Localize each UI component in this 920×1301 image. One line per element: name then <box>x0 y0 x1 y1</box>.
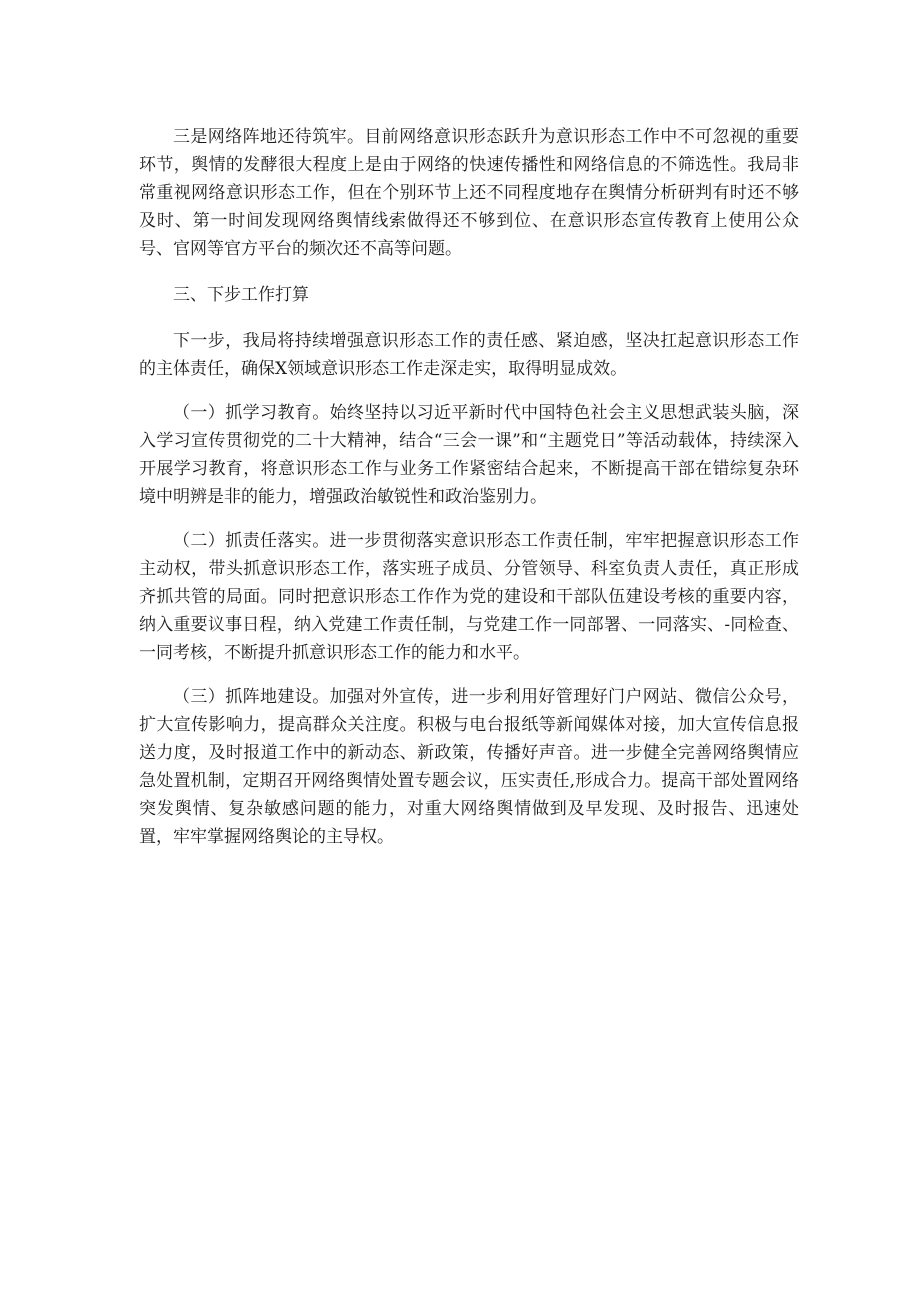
paragraph-front-construction: （三）抓阵地建设。加强对外宣传，进一步利用好管理好门户网站、微信公众号，扩大宣传影响力，提高群众关注度。积极与电台报纸等新闻媒体对接，加大宣传信息报送力度，及时报道工作中的新动态、新政策，传播好声音。进一步健全完善网络舆情应急处置机制，定期召开网络舆情处置专题会议，压实责任,形成合力。提高干部处置网络突发舆情、复杂敏感问题的能力，对重大网络舆情做到及早发现、及时报告、迅速处置，牢牢掌握网络舆论的主导权。 <box>139 687 799 847</box>
document-body <box>139 123 799 851</box>
paragraph-study-education: （一）抓学习教育。始终坚持以习近平新时代中国特色社会主义思想武装头脑，深入学习宣传贯彻党的二十大精神，结合“三会一课”和“主题党日”等活动载体，持续深入开展学习教育，将意识形态工作与业务工作紧密结合起来，不断提高干部在错综复杂环境中明辨是非的能力，增强政治敏锐性和政治鉴别力。 <box>139 403 799 507</box>
paragraph-network-front: 三是网络阵地还待筑牢。目前网络意识形态跃升为意识形态工作中不可忽视的重要环节，舆情的发酵很大程度上是由于网络的快速传播性和网络信息的不筛选性。我局非常重视网络意识形态工作，但在个别环节上还不同程度地存在舆情分析研判有时还不够及时、第一时间发现网络舆情线索做得还不够到位、在意识形态宣传教育上使用公众号、官网等官方平台的频次还不高等问题。 <box>139 127 799 259</box>
section-heading-next-steps: 三、下步工作打算 <box>173 285 309 305</box>
paragraph-next-steps-intro: 下一步，我局将持续增强意识形态工作的责任感、紧迫感，坚决扛起意识形态工作的主体责任，确保X领域意识形态工作走深走实，取得明显成效。 <box>139 331 799 379</box>
paragraph-responsibility: （二）抓责任落实。进一步贯彻落实意识形态工作责任制，牢牢把握意识形态工作主动权，带头抓意识形态工作，落实班子成员、分管领导、科室负责人责任，真正形成齐抓共管的局面。同时把意识形态工作作为党的建设和干部队伍建设考核的重要内容，纳入重要议事日程，纳入党建工作责任制，与党建工作一同部署、一同落实、-同检查、一同考核，不断提升抓意识形态工作的能力和水平。 <box>139 531 799 663</box>
